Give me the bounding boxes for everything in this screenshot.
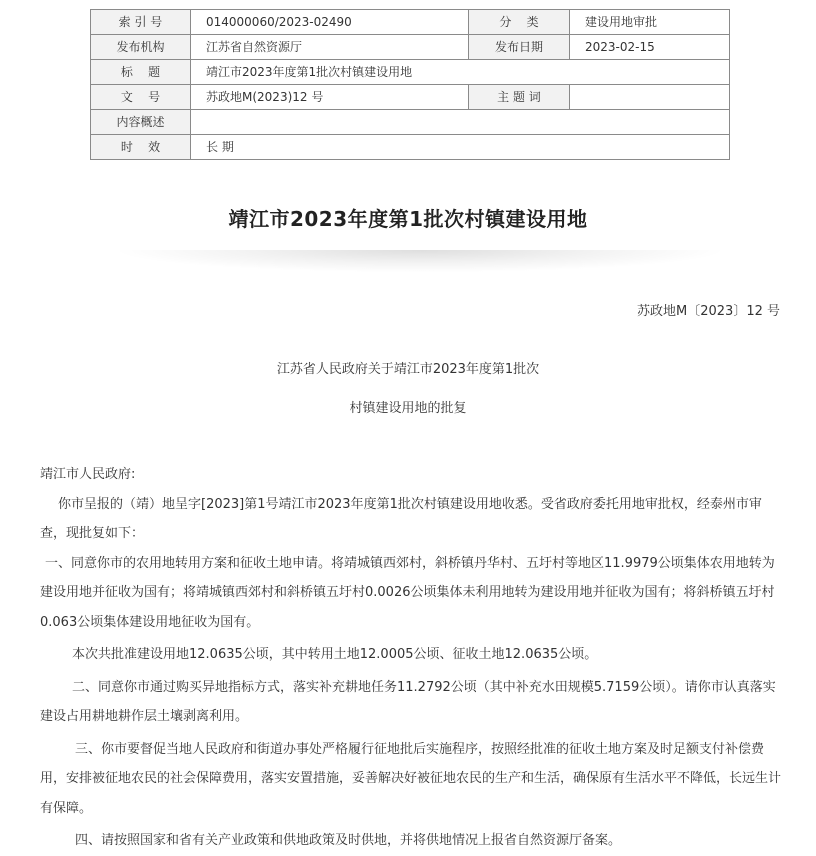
paragraph: 你市呈报的（靖）地呈字[2023]第1号靖江市2023年度第1批次村镇建设用地收悉。受省政府委托用地审批权，经泰州市审查，现批复如下：	[40, 496, 762, 541]
subject-value	[570, 85, 730, 110]
subtitle-line-2: 村镇建设用地的批复	[349, 401, 467, 416]
index-label: 索 引 号	[91, 10, 191, 35]
document-number: 苏政地M〔2023〕12 号	[637, 304, 780, 319]
date-label: 发布日期	[469, 35, 570, 60]
docno-value: 苏政地M(2023)12 号	[191, 85, 469, 110]
category-value: 建设用地审批	[570, 10, 730, 35]
meta-row	[91, 135, 730, 160]
title-value: 靖江市2023年度第1批次村镇建设用地	[191, 60, 730, 85]
index-value: 014000060/2023-02490	[191, 10, 469, 35]
title-label: 标 题	[91, 60, 191, 85]
meta-row	[91, 110, 730, 135]
meta-row	[91, 35, 730, 60]
meta-row	[91, 60, 730, 85]
document-title: 靖江市2023年度第1批次村镇建设用地	[228, 207, 588, 231]
paragraph: 二、同意你市通过购买异地指标方式，落实补充耕地任务11.2792公顷（其中补充水田规模5.7159公顷）。请你市认真落实建设占用耕地耕作层土壤剥离利用。	[40, 679, 776, 724]
publisher-label: 发布机构	[91, 35, 191, 60]
summary-value	[191, 110, 730, 135]
summary-label: 内容概述	[91, 110, 191, 135]
category-label: 分 类	[469, 10, 570, 35]
paragraph: 一、同意你市的农用地转用方案和征收土地申请。将靖城镇西郊村，斜桥镇丹华村、五圩村等地区11.9979公顷集体农用地转为建设用地并征收为国有；将靖城镇西郊村和斜桥镇五圩村0.0026公顷集体未利用地转为建设用地并征收为国有；将斜桥镇五圩村0.063公顷集体建设用地征收为国有。	[40, 555, 775, 630]
meta-row	[91, 10, 730, 35]
subject-label: 主 题 词	[469, 85, 570, 110]
meta-row	[91, 85, 730, 110]
validity-value: 长 期	[191, 135, 730, 160]
date-value: 2023-02-15	[570, 35, 730, 60]
paragraph: 三、你市要督促当地人民政府和街道办事处严格履行征地批后实施程序，按照经批准的征收土地方案及时足额支付补偿费用，安排被征地农民的社会保障费用，落实安置措施，妥善解决好被征地农民的生产和生活，确保原有生活水平不降低，长远生计有保障。	[40, 741, 782, 816]
validity-label: 时 效	[91, 135, 191, 160]
salutation: 靖江市人民政府:	[40, 467, 136, 482]
document-metadata-table	[90, 9, 730, 160]
paragraph: 本次共批准建设用地12.0635公顷，其中转用土地12.0005公顷、征收土地12.0635公顷。	[72, 647, 598, 662]
paragraph: 四、请按照国家和省有关产业政策和供地政策及时供地，并将供地情况上报省自然资源厅备案。	[75, 833, 622, 848]
subtitle-line-1: 江苏省人民政府关于靖江市2023年度第1批次	[276, 362, 540, 377]
title-divider-shadow	[120, 250, 720, 272]
publisher-value: 江苏省自然资源厅	[191, 35, 469, 60]
docno-label: 文 号	[91, 85, 191, 110]
document-body	[40, 460, 784, 856]
